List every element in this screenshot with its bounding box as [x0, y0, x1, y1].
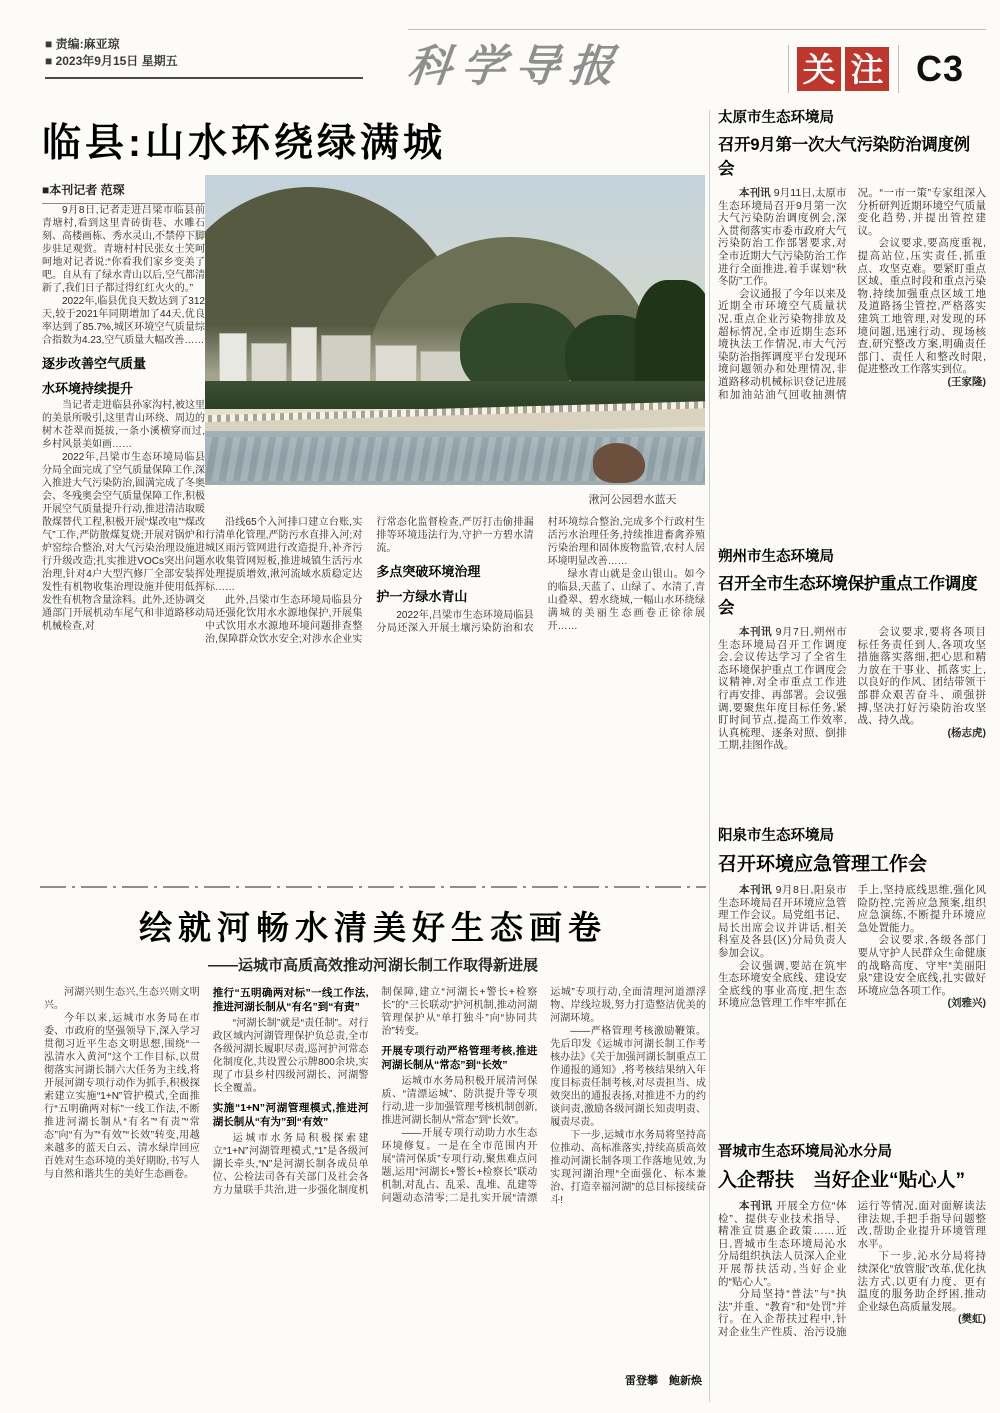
paragraph: 今年以来,运城市水务局在市委、市政府的坚强领导下,深入学习贯彻习近平生态文明思想,围绕“一泓清水入黄河”这个工作目标,以贯彻落实河湖长制六大任务为主线,将开展河湖专项行动作为抓手,积极探索建立实施“1+N”管护模式,全面推行“五明确两对标”一线工作法,不断推进河湖长制从“有名”“有责”“常态”向“有为”“有效”“长效”转变,用越来越多的蓝天白云、清水绿岸回应百姓对生态环境的美好期盼,书写人与自然和谐共生的美好生态画卷。	[44, 1013, 200, 1180]
photo-building	[321, 335, 371, 383]
feature-subtitle: ——运城市高质高效推动河湖长制工作取得新进展	[207, 957, 538, 974]
brief-kicker: 晋城市生态环境局沁水分局	[718, 1144, 892, 1160]
signature: (樊虹)	[958, 1313, 986, 1326]
brief-kicker: 阳泉市生态环境局	[718, 828, 834, 844]
paragraph: 会议通报了今年以来及近期全市环境空气质量状况,重点企业污染物排放及超标情况,全市近期生态环境执法工作情况,市大气污染防治指挥调度平台发现环境问题领办和处理情况,非道路移动机械标识登记进展和加油站油气回收抽测情况。“一市一策”专家组深入分析研判近期环境空气质量变化趋势,并提出管控建议。	[718, 187, 986, 401]
subheading: 推行“五明确两对标”一线工作法,推进河湖长制从“有名”到“有责”	[212, 987, 369, 1013]
editor-line: ■ 责编:麻亚琼	[45, 37, 120, 51]
photo-building	[291, 327, 317, 383]
feature-byline: 雷登攀 鲍新焕	[625, 1375, 702, 1387]
paragraph: 会议要求,各级各部门要从守护人民群众生命健康的战略高度、守牢“美丽阳泉”建设安全底线,扎实做好环境应急各项工作。	[857, 934, 986, 997]
paragraph: 本刊讯 开展全方位“体检”、提供专业技术指导、精准宣贯惠企政策……近日,晋城市生态环境局沁水分局组织执法人员深入企业开展帮扶活动,当好企业的“贴心人”。	[718, 1200, 847, 1288]
badge-right-rule	[898, 45, 899, 93]
paragraph: 下一步,沁水分局将持续深化“放管服”改革,优化执法方式,以更有力度、更有温度的服务助企纾困,推动企业绿色高质量发展。	[857, 1250, 986, 1313]
brief-body	[718, 626, 986, 778]
paragraph: 9月8日,记者走进吕梁市临县前青塘村,看到这里青砖街巷、水雕石刻、高楼画栋、秀水灵山,不禁停下脚步驻足观赏。青塘村村民张女士笑呵呵地对记者说:“你看我们家乡变美了吧。自从有了绿水青山以后,空气都清新了,我们日子都过得红红火火的。”	[42, 205, 205, 294]
brief-kicker: 朔州市生态环境局	[718, 549, 834, 565]
paragraph: 本刊讯 9月11日,太原市生态环境局召开9月第一次大气污染防治调度例会,深入贯彻落实市委市政府大气污染防治工作部署要求,对全市近期大气污染防治工作进行全面推进,着手谋划“秋冬防”工作。	[718, 187, 847, 288]
brief-headline: 召开环境应急管理工作会	[718, 854, 928, 875]
paragraph: 分局坚持“普法”与“执法”并重、“教育”和“处罚”并行。在入企帮扶过程中,针对企业生产性质、治污设施运行等情况,面对面解读法律法规,手把手指导问题整改,帮助企业提升环境管理水平。	[718, 1200, 986, 1338]
paragraph: 下一步,运城市水务局将坚持高位推动、高标准落实,持续高质高效推动河湖长制各项工作落地见效,为实现河湖治理“全面强化、标本兼治、打造幸福河湖”的总目标接续奋斗!	[550, 1130, 706, 1206]
paragraph: ——开展专项行动助力水生态环境修复。一是在全市范围内开展“清河保质”专项行动,聚焦难点问题,运用“河湖长+警长+检察长”联动机制,对乱占、乱采、乱堆、乱建等问题动态清零;二是扎实开展“清漂运城”专项行动,全面清理河道漂浮物、岸线垃圾,努力打造整洁优美的河湖环境。	[381, 987, 706, 1204]
brief-headline: 召开9月第一次大气污染防治调度例会	[718, 136, 970, 178]
brief-jincheng-qinshui	[718, 1140, 986, 1413]
photo-caption: 湫河公园碧水蓝天	[588, 494, 677, 506]
photo-building	[251, 343, 287, 383]
subheading: 多点突破环境治理	[376, 564, 481, 579]
brief-body	[718, 187, 986, 523]
right-column	[718, 106, 986, 1413]
river-park-photo	[205, 175, 705, 485]
paragraph: 绿水青山就是金山银山。如今的临县,天蓝了、山绿了、水清了,青山叠翠、碧水绕城,一幅山水环绕绿满城的美丽生态画卷正徐徐展开……	[547, 569, 705, 632]
main-headline: 临县:山水环绕绿满城	[42, 122, 446, 165]
badge-left-rule	[788, 45, 789, 93]
paragraph: 2022年,吕梁市生态环境局临县分局还深入开展土壤污染防治和农村环境综合整治,完成多个行政村生活污水治理任务,持续推进畜禽养殖污染治理和固体废物监管,农村人居环境明显改善……	[376, 517, 705, 634]
feature-dash-rule	[40, 886, 706, 888]
editor-date-block	[45, 36, 363, 79]
signature: (王家隆)	[947, 375, 986, 388]
paragraph: 2022年,临县优良天数达到了312天,较于2021年同期增加了44天,优良率达到了85.7%,城区环境空气质量综合指数为4.23,空气质量大幅改善……	[42, 296, 205, 346]
brief-kicker: 太原市生态环境局	[718, 110, 834, 126]
section-badge-char2: 注	[845, 47, 889, 91]
subheading: 开展专项行动严格管理考核,推进河湖长制从“常态”到“长效”	[381, 1045, 538, 1071]
paragraph: 本刊讯 9月8日,阳泉市生态环境局召开环境应急管理工作会议。局党组书记、局长出席会议并讲话,相关科室及各县(区)分局负责人参加会议。	[718, 884, 847, 959]
paragraph: ——严格管理考核激励鞭策。先后印发《运城市河湖长制工作考核办法》《关于加强河湖长制重点工作通报的通知》,将考核结果纳入年度目标责任制考核,对尽责担当、成效突出的通报表扬,对推进不力的约谈问责,激励各级河湖长知责明责、履责尽责。	[550, 1026, 706, 1128]
photo-shrub	[593, 443, 645, 483]
paragraph: 运城市水务局积极开展清河保质、“清漂运城”、防洪提升等专项行动,进一步加强管理考核机制创新,推进河湖长制从“常态”到“长效”。	[381, 1076, 538, 1126]
paragraph: 运城市水务局积极探索建立“1+N”河湖管理模式,“1”是各级河湖长牵头,“N”是河湖长制各成员单位、公检法司各有关部门及社会各方力量联手共治,进一步强化制度机制保障,建立“河湖长+警长+检察长”的“三长联动”护河机制,推动河湖管理保护从“单打独斗”向“协同共治”转变。	[212, 987, 538, 1196]
paragraph: “河湖长制”就是“责任制”。对行政区域内河湖管理保护负总责,全市各级河湖长履职尽责,巡河护河常态化制度化,共设置公示牌800余块,实现了市县乡村四级河湖长、河湖警长全覆盖。	[212, 1018, 369, 1094]
paragraph: 会议要求,要高度重视,提高站位,压实责任,抓重点、攻坚克难。要紧盯重点区域、重点时段和重点污染物,持续加强重点区域工地及道路扬尘管控,严格落实建筑工地管理,对发现的环境问题,迅速行动、现场核查,研究整改方案,明确责任部门、责任人和整改时限,促进整改工作落实到位。	[857, 237, 986, 376]
brief-yangquan	[718, 824, 986, 1110]
page-number: C3	[916, 48, 965, 89]
main-byline: ■本刊记者 范琛	[42, 181, 205, 204]
subheading: 实施“1+N”河湖管理模式,推进河湖长制从“有为”到“有效”	[212, 1102, 369, 1128]
subheading: 护一方绿水青山	[376, 589, 468, 604]
brief-headline: 召开全市生态环境保护重点工作调度会	[718, 575, 978, 617]
paragraph: 沿线65个入河排口建立台账,实行清单化管理,严防污水直排入河;对城区雨污管网进行改造提升,补齐污水收集管网短板,推进城镇生活污水处理提质增效,湫河流域水质稳定达标……	[205, 517, 363, 593]
paragraph: 河湖兴则生态兴,生态兴则文明兴。	[44, 987, 200, 1011]
subheading: 逐步改善空气质量	[42, 356, 147, 371]
main-article-lower-columns	[205, 516, 705, 868]
paragraph: 此外,吕梁市生态环境局临县分局还强化饮用水水源地保护,开展集中式饮用水水源地环境问题排查整治,保障群众饮水安全;对涉水企业实行常态化监督检查,严厉打击偷排漏排等环境违法行为,守护一方碧水清流。	[205, 517, 534, 645]
main-article-column-1	[42, 204, 205, 868]
brief-taiyuan	[718, 106, 986, 523]
column-divider-rule	[709, 110, 710, 1402]
brief-headline: 入企帮扶 当好企业“贴心人”	[718, 1170, 966, 1191]
paragraph: 会议强调,要站在筑牢生态环境安全底线、建设安全底线的事业高度,把生态环境应急管理工作牢牢抓在手上,坚持底线思维,强化风险防控,完善应急预案,组织应急演练,不断提升环境应急处置能力。	[718, 884, 986, 1010]
paragraph: 会议要求,要将各项目标任务责任到人,各项攻坚措施落实落细,把心思和精力放在干事业、抓落实上,以良好的作风、团结带领干部群众艰苦奋斗、顽强拼搏,坚决打好污染防治攻坚战、持久战。	[857, 626, 986, 727]
brief-body	[718, 884, 986, 1110]
brief-body	[718, 1200, 986, 1413]
masthead-title: 科学导报	[404, 42, 627, 91]
feature-body-columns	[44, 986, 706, 1368]
signature: (杨志虎)	[947, 726, 986, 739]
brief-shuozhou	[718, 545, 986, 778]
paragraph: 当记者走进临县孙家沟村,被这里的美景所吸引,这里青山环绕、周边的树木苍翠而挺拔,一条小溪横穿而过,乡村风景美如画……	[42, 400, 205, 450]
date-line: ■ 2023年9月15日 星期五	[45, 54, 178, 68]
feature-headline: 绘就河畅水清美好生态画卷	[139, 911, 607, 947]
paragraph: 本刊讯 9月7日,朔州市生态环境局召开工作调度会,会议传达学习了全省生态环境保护重点工作调度会议精神,对全市重点工作进行再安排、再部署。会议强调,要聚焦年度目标任务,紧盯时间节点,提高工作效率,认真梳理、逐条对照、倒排工期,挂图作战。	[718, 626, 847, 752]
section-badge-char1: 关	[797, 47, 841, 91]
photo-building	[219, 333, 247, 383]
photo-building	[375, 345, 417, 383]
subheading: 水环境持续提升	[42, 381, 134, 396]
signature: (刘雅兴)	[947, 997, 986, 1010]
paragraph: 2022年,吕梁市生态环境局临县分局全面完成了空气质量保障工作,深入推进大气污染防治,圆满完成了冬奥会、冬残奥会空气质量保障工作,积极开展空气质量提升行动,推进清洁取暖散煤替代工程,积极开展“煤改电”“煤改气”工作,严防散煤复烧;开展对锅炉和炉窑综合整治,对大气污染治理设施进行升级改造;扎实推进VOCs突出问题治理,针对4户大型汽修厂全部安装挥发性有机物收集治理设施并使用低挥发性有机物含量涂料。此外,还协调交通部门开展机动车尾气和非道路移动机械检查,对	[42, 452, 205, 632]
